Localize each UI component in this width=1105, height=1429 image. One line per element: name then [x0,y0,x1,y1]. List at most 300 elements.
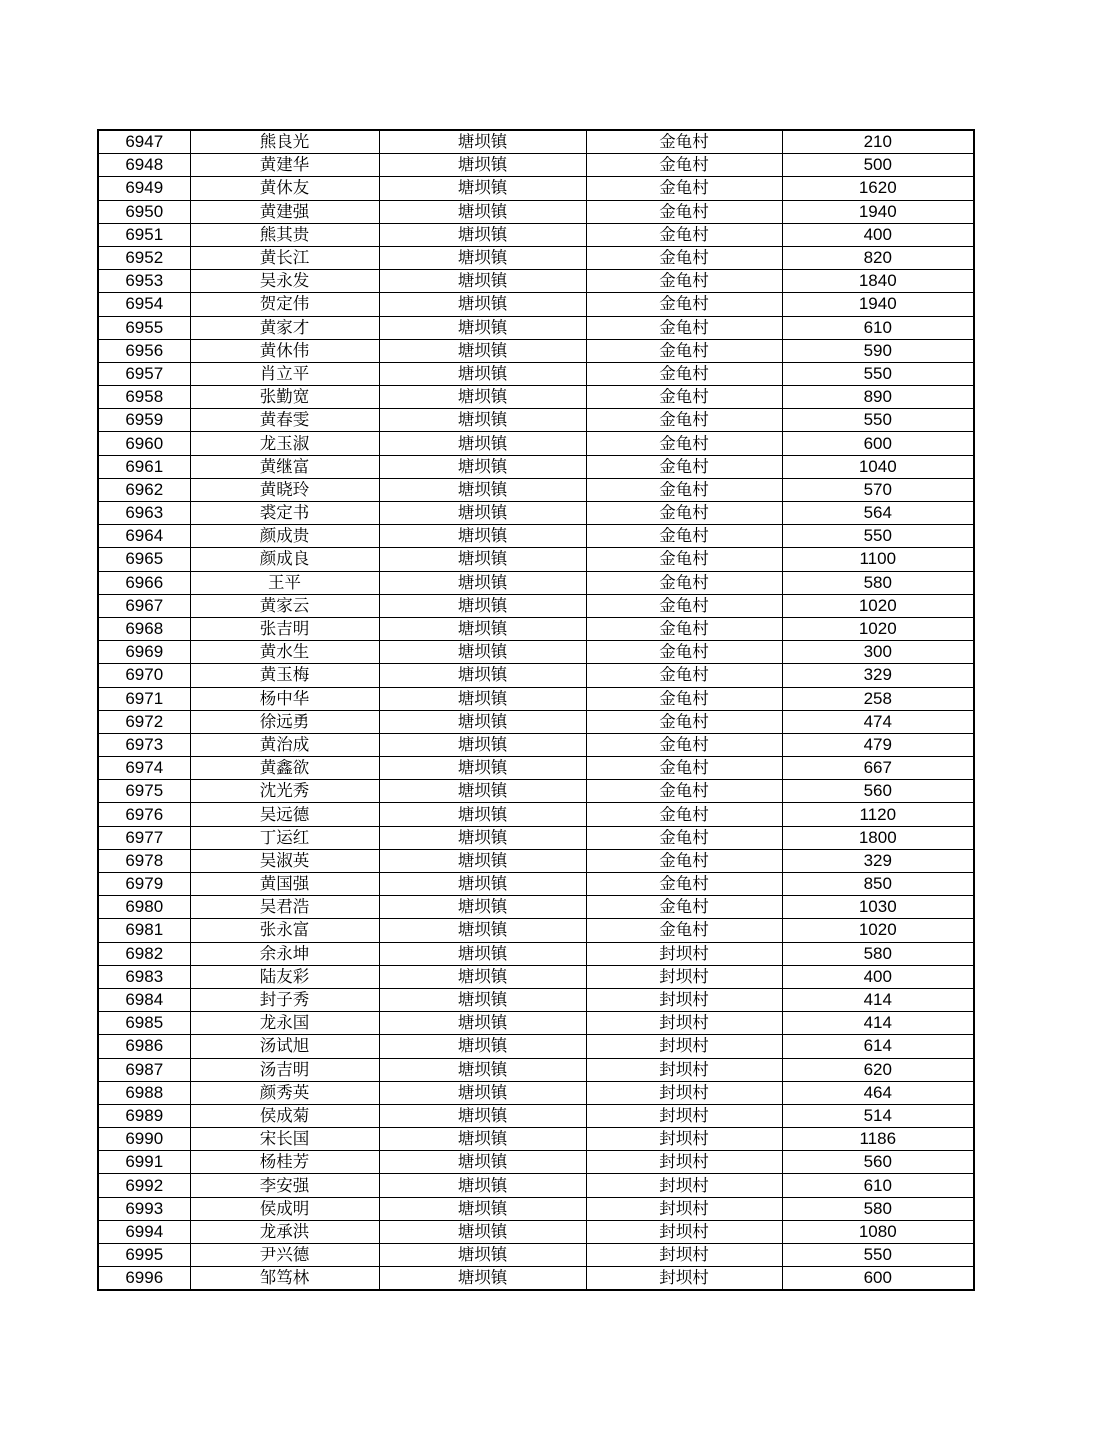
cell-town: 塘坝镇 [379,571,586,594]
cell-amount: 580 [782,942,974,965]
cell-name: 黄继富 [190,455,379,478]
cell-id: 6983 [98,965,190,988]
cell-village: 金龟村 [586,710,782,733]
table-row [98,687,974,710]
cell-id: 6977 [98,826,190,849]
table-row [98,1104,974,1127]
cell-village: 金龟村 [586,478,782,501]
cell-village: 金龟村 [586,687,782,710]
cell-id: 6982 [98,942,190,965]
cell-name: 贺定伟 [190,293,379,316]
cell-amount: 610 [782,316,974,339]
cell-village: 金龟村 [586,525,782,548]
table-row [98,896,974,919]
cell-amount: 1186 [782,1128,974,1151]
cell-id: 6965 [98,548,190,571]
table-row [98,1012,974,1035]
cell-id: 6988 [98,1081,190,1104]
cell-amount: 1080 [782,1220,974,1243]
cell-amount: 329 [782,849,974,872]
cell-village: 金龟村 [586,757,782,780]
cell-town: 塘坝镇 [379,826,586,849]
table-row [98,1128,974,1151]
cell-amount: 300 [782,641,974,664]
cell-village: 金龟村 [586,293,782,316]
cell-id: 6980 [98,896,190,919]
cell-amount: 1620 [782,177,974,200]
cell-amount: 1040 [782,455,974,478]
cell-name: 封子秀 [190,988,379,1011]
cell-town: 塘坝镇 [379,919,586,942]
cell-amount: 590 [782,339,974,362]
table-row [98,270,974,293]
table-row [98,293,974,316]
cell-id: 6955 [98,316,190,339]
cell-amount: 570 [782,478,974,501]
cell-town: 塘坝镇 [379,548,586,571]
cell-name: 熊其贵 [190,223,379,246]
cell-name: 黄家云 [190,594,379,617]
cell-town: 塘坝镇 [379,965,586,988]
cell-name: 丁运红 [190,826,379,849]
cell-town: 塘坝镇 [379,478,586,501]
table-row [98,1220,974,1243]
cell-amount: 400 [782,965,974,988]
cell-town: 塘坝镇 [379,339,586,362]
cell-name: 汤试旭 [190,1035,379,1058]
cell-id: 6985 [98,1012,190,1035]
cell-amount: 414 [782,1012,974,1035]
table-row [98,1244,974,1267]
table-row [98,641,974,664]
cell-town: 塘坝镇 [379,432,586,455]
cell-amount: 1020 [782,919,974,942]
cell-amount: 580 [782,1197,974,1220]
cell-name: 侯成菊 [190,1104,379,1127]
cell-name: 吴淑英 [190,849,379,872]
cell-id: 6974 [98,757,190,780]
cell-name: 黄休友 [190,177,379,200]
cell-town: 塘坝镇 [379,502,586,525]
cell-name: 黄晓玲 [190,478,379,501]
cell-id: 6989 [98,1104,190,1127]
cell-village: 金龟村 [586,223,782,246]
data-table [97,129,975,1291]
table-row [98,617,974,640]
cell-town: 塘坝镇 [379,1081,586,1104]
cell-name: 裘定书 [190,502,379,525]
cell-name: 黄休伟 [190,339,379,362]
cell-town: 塘坝镇 [379,223,586,246]
table-row [98,200,974,223]
table-row [98,919,974,942]
cell-amount: 514 [782,1104,974,1127]
cell-town: 塘坝镇 [379,1220,586,1243]
cell-amount: 1100 [782,548,974,571]
cell-amount: 400 [782,223,974,246]
table-row [98,757,974,780]
table-row [98,246,974,269]
cell-amount: 610 [782,1174,974,1197]
cell-id: 6950 [98,200,190,223]
cell-town: 塘坝镇 [379,130,586,154]
cell-name: 龙玉淑 [190,432,379,455]
cell-amount: 820 [782,246,974,269]
table-row [98,455,974,478]
table-row [98,502,974,525]
table-row [98,942,974,965]
cell-village: 封坝村 [586,1151,782,1174]
cell-amount: 474 [782,710,974,733]
table-row [98,525,974,548]
cell-amount: 560 [782,780,974,803]
cell-id: 6968 [98,617,190,640]
table-row [98,594,974,617]
table-row [98,432,974,455]
cell-village: 封坝村 [586,988,782,1011]
cell-name: 邹笃林 [190,1267,379,1291]
cell-village: 封坝村 [586,965,782,988]
cell-town: 塘坝镇 [379,386,586,409]
cell-name: 黄玉梅 [190,664,379,687]
cell-village: 封坝村 [586,1058,782,1081]
cell-id: 6994 [98,1220,190,1243]
table-row [98,177,974,200]
cell-id: 6990 [98,1128,190,1151]
table-row [98,548,974,571]
table-row [98,803,974,826]
cell-village: 封坝村 [586,1197,782,1220]
cell-id: 6993 [98,1197,190,1220]
cell-town: 塘坝镇 [379,803,586,826]
table-row [98,478,974,501]
cell-id: 6981 [98,919,190,942]
cell-town: 塘坝镇 [379,664,586,687]
cell-town: 塘坝镇 [379,687,586,710]
cell-name: 张吉明 [190,617,379,640]
cell-town: 塘坝镇 [379,246,586,269]
cell-town: 塘坝镇 [379,1128,586,1151]
cell-id: 6958 [98,386,190,409]
cell-name: 龙永国 [190,1012,379,1035]
cell-village: 金龟村 [586,432,782,455]
cell-name: 肖立平 [190,362,379,385]
cell-amount: 500 [782,154,974,177]
cell-id: 6948 [98,154,190,177]
cell-town: 塘坝镇 [379,594,586,617]
cell-amount: 1940 [782,200,974,223]
cell-village: 金龟村 [586,455,782,478]
cell-id: 6978 [98,849,190,872]
cell-amount: 560 [782,1151,974,1174]
cell-town: 塘坝镇 [379,455,586,478]
table-row [98,316,974,339]
cell-town: 塘坝镇 [379,617,586,640]
cell-id: 6949 [98,177,190,200]
cell-village: 封坝村 [586,1174,782,1197]
cell-town: 塘坝镇 [379,177,586,200]
cell-id: 6969 [98,641,190,664]
cell-amount: 550 [782,1244,974,1267]
cell-id: 6992 [98,1174,190,1197]
cell-town: 塘坝镇 [379,896,586,919]
cell-town: 塘坝镇 [379,316,586,339]
cell-town: 塘坝镇 [379,733,586,756]
cell-village: 金龟村 [586,130,782,154]
table-row [98,1267,974,1291]
cell-id: 6963 [98,502,190,525]
cell-name: 徐远勇 [190,710,379,733]
cell-village: 金龟村 [586,177,782,200]
cell-village: 金龟村 [586,617,782,640]
cell-village: 金龟村 [586,594,782,617]
cell-village: 金龟村 [586,733,782,756]
cell-name: 黄鑫欲 [190,757,379,780]
table-row [98,965,974,988]
cell-id: 6960 [98,432,190,455]
cell-village: 封坝村 [586,1035,782,1058]
cell-name: 王平 [190,571,379,594]
cell-village: 金龟村 [586,896,782,919]
cell-town: 塘坝镇 [379,200,586,223]
cell-town: 塘坝镇 [379,1151,586,1174]
cell-id: 6957 [98,362,190,385]
table-row [98,988,974,1011]
cell-name: 余永坤 [190,942,379,965]
cell-town: 塘坝镇 [379,1012,586,1035]
cell-town: 塘坝镇 [379,942,586,965]
cell-id: 6991 [98,1151,190,1174]
cell-amount: 850 [782,873,974,896]
cell-town: 塘坝镇 [379,849,586,872]
cell-village: 金龟村 [586,803,782,826]
table-row [98,223,974,246]
cell-amount: 1940 [782,293,974,316]
cell-name: 张永富 [190,919,379,942]
table-row [98,1151,974,1174]
cell-id: 6984 [98,988,190,1011]
cell-town: 塘坝镇 [379,1267,586,1291]
cell-name: 黄春雯 [190,409,379,432]
table-row [98,873,974,896]
cell-amount: 414 [782,988,974,1011]
cell-amount: 329 [782,664,974,687]
cell-id: 6951 [98,223,190,246]
cell-village: 金龟村 [586,409,782,432]
cell-amount: 258 [782,687,974,710]
cell-town: 塘坝镇 [379,154,586,177]
cell-id: 6952 [98,246,190,269]
cell-town: 塘坝镇 [379,362,586,385]
table-row [98,710,974,733]
cell-village: 封坝村 [586,1244,782,1267]
cell-amount: 580 [782,571,974,594]
cell-amount: 667 [782,757,974,780]
cell-village: 金龟村 [586,339,782,362]
cell-town: 塘坝镇 [379,1035,586,1058]
cell-id: 6967 [98,594,190,617]
cell-id: 6971 [98,687,190,710]
cell-village: 金龟村 [586,641,782,664]
cell-id: 6959 [98,409,190,432]
cell-name: 熊良光 [190,130,379,154]
table-row [98,1174,974,1197]
cell-name: 颜秀英 [190,1081,379,1104]
cell-town: 塘坝镇 [379,641,586,664]
cell-amount: 564 [782,502,974,525]
cell-name: 黄国强 [190,873,379,896]
cell-village: 金龟村 [586,664,782,687]
cell-name: 颜成良 [190,548,379,571]
cell-amount: 1120 [782,803,974,826]
cell-amount: 210 [782,130,974,154]
cell-village: 金龟村 [586,849,782,872]
table-row [98,339,974,362]
cell-amount: 1030 [782,896,974,919]
cell-name: 尹兴德 [190,1244,379,1267]
cell-village: 封坝村 [586,1220,782,1243]
cell-amount: 550 [782,525,974,548]
table-row [98,826,974,849]
table-row [98,154,974,177]
table-row [98,1197,974,1220]
cell-amount: 890 [782,386,974,409]
cell-name: 黄建华 [190,154,379,177]
cell-name: 沈光秀 [190,780,379,803]
cell-amount: 1840 [782,270,974,293]
cell-name: 宋长国 [190,1128,379,1151]
cell-town: 塘坝镇 [379,1244,586,1267]
cell-amount: 1800 [782,826,974,849]
cell-name: 张勤宽 [190,386,379,409]
table-row [98,1035,974,1058]
cell-amount: 1020 [782,617,974,640]
cell-village: 金龟村 [586,270,782,293]
cell-name: 颜成贵 [190,525,379,548]
cell-amount: 600 [782,1267,974,1291]
cell-village: 金龟村 [586,502,782,525]
table-row [98,1058,974,1081]
cell-id: 6973 [98,733,190,756]
cell-name: 杨桂芳 [190,1151,379,1174]
table-body [98,130,974,1290]
cell-name: 吴远德 [190,803,379,826]
cell-village: 封坝村 [586,1012,782,1035]
cell-amount: 479 [782,733,974,756]
cell-village: 金龟村 [586,826,782,849]
cell-id: 6961 [98,455,190,478]
cell-town: 塘坝镇 [379,873,586,896]
cell-village: 金龟村 [586,919,782,942]
cell-village: 金龟村 [586,316,782,339]
cell-village: 金龟村 [586,548,782,571]
cell-town: 塘坝镇 [379,780,586,803]
cell-name: 侯成明 [190,1197,379,1220]
cell-village: 金龟村 [586,200,782,223]
cell-amount: 600 [782,432,974,455]
cell-name: 黄建强 [190,200,379,223]
cell-village: 封坝村 [586,1081,782,1104]
cell-name: 汤吉明 [190,1058,379,1081]
cell-id: 6986 [98,1035,190,1058]
cell-village: 封坝村 [586,1128,782,1151]
cell-name: 黄水生 [190,641,379,664]
cell-id: 6962 [98,478,190,501]
table-row [98,1081,974,1104]
cell-name: 黄长江 [190,246,379,269]
cell-id: 6966 [98,571,190,594]
cell-name: 杨中华 [190,687,379,710]
cell-town: 塘坝镇 [379,270,586,293]
cell-name: 李安强 [190,1174,379,1197]
cell-town: 塘坝镇 [379,710,586,733]
cell-village: 封坝村 [586,1267,782,1291]
cell-village: 金龟村 [586,246,782,269]
table-row [98,733,974,756]
cell-village: 金龟村 [586,780,782,803]
cell-town: 塘坝镇 [379,525,586,548]
cell-town: 塘坝镇 [379,409,586,432]
cell-name: 陆友彩 [190,965,379,988]
cell-id: 6964 [98,525,190,548]
cell-name: 吴永发 [190,270,379,293]
cell-amount: 620 [782,1058,974,1081]
table-row [98,130,974,154]
table-row [98,780,974,803]
cell-id: 6995 [98,1244,190,1267]
cell-village: 金龟村 [586,154,782,177]
cell-town: 塘坝镇 [379,1058,586,1081]
cell-id: 6947 [98,130,190,154]
cell-town: 塘坝镇 [379,1104,586,1127]
cell-id: 6972 [98,710,190,733]
cell-name: 黄治成 [190,733,379,756]
cell-village: 封坝村 [586,942,782,965]
cell-village: 金龟村 [586,386,782,409]
cell-id: 6996 [98,1267,190,1291]
table-row [98,849,974,872]
cell-amount: 1020 [782,594,974,617]
cell-amount: 614 [782,1035,974,1058]
cell-village: 金龟村 [586,571,782,594]
cell-village: 金龟村 [586,873,782,896]
cell-id: 6954 [98,293,190,316]
cell-id: 6979 [98,873,190,896]
table-row [98,409,974,432]
table-row [98,362,974,385]
cell-id: 6956 [98,339,190,362]
cell-id: 6976 [98,803,190,826]
cell-town: 塘坝镇 [379,1174,586,1197]
cell-amount: 464 [782,1081,974,1104]
table-row [98,571,974,594]
cell-name: 黄家才 [190,316,379,339]
spreadsheet-page [97,129,973,1291]
cell-name: 龙承洪 [190,1220,379,1243]
cell-amount: 550 [782,362,974,385]
cell-name: 吴君浩 [190,896,379,919]
cell-village: 金龟村 [586,362,782,385]
cell-id: 6953 [98,270,190,293]
cell-amount: 550 [782,409,974,432]
cell-town: 塘坝镇 [379,988,586,1011]
cell-town: 塘坝镇 [379,757,586,780]
cell-id: 6970 [98,664,190,687]
cell-town: 塘坝镇 [379,293,586,316]
table-row [98,386,974,409]
table-row [98,664,974,687]
cell-village: 封坝村 [586,1104,782,1127]
